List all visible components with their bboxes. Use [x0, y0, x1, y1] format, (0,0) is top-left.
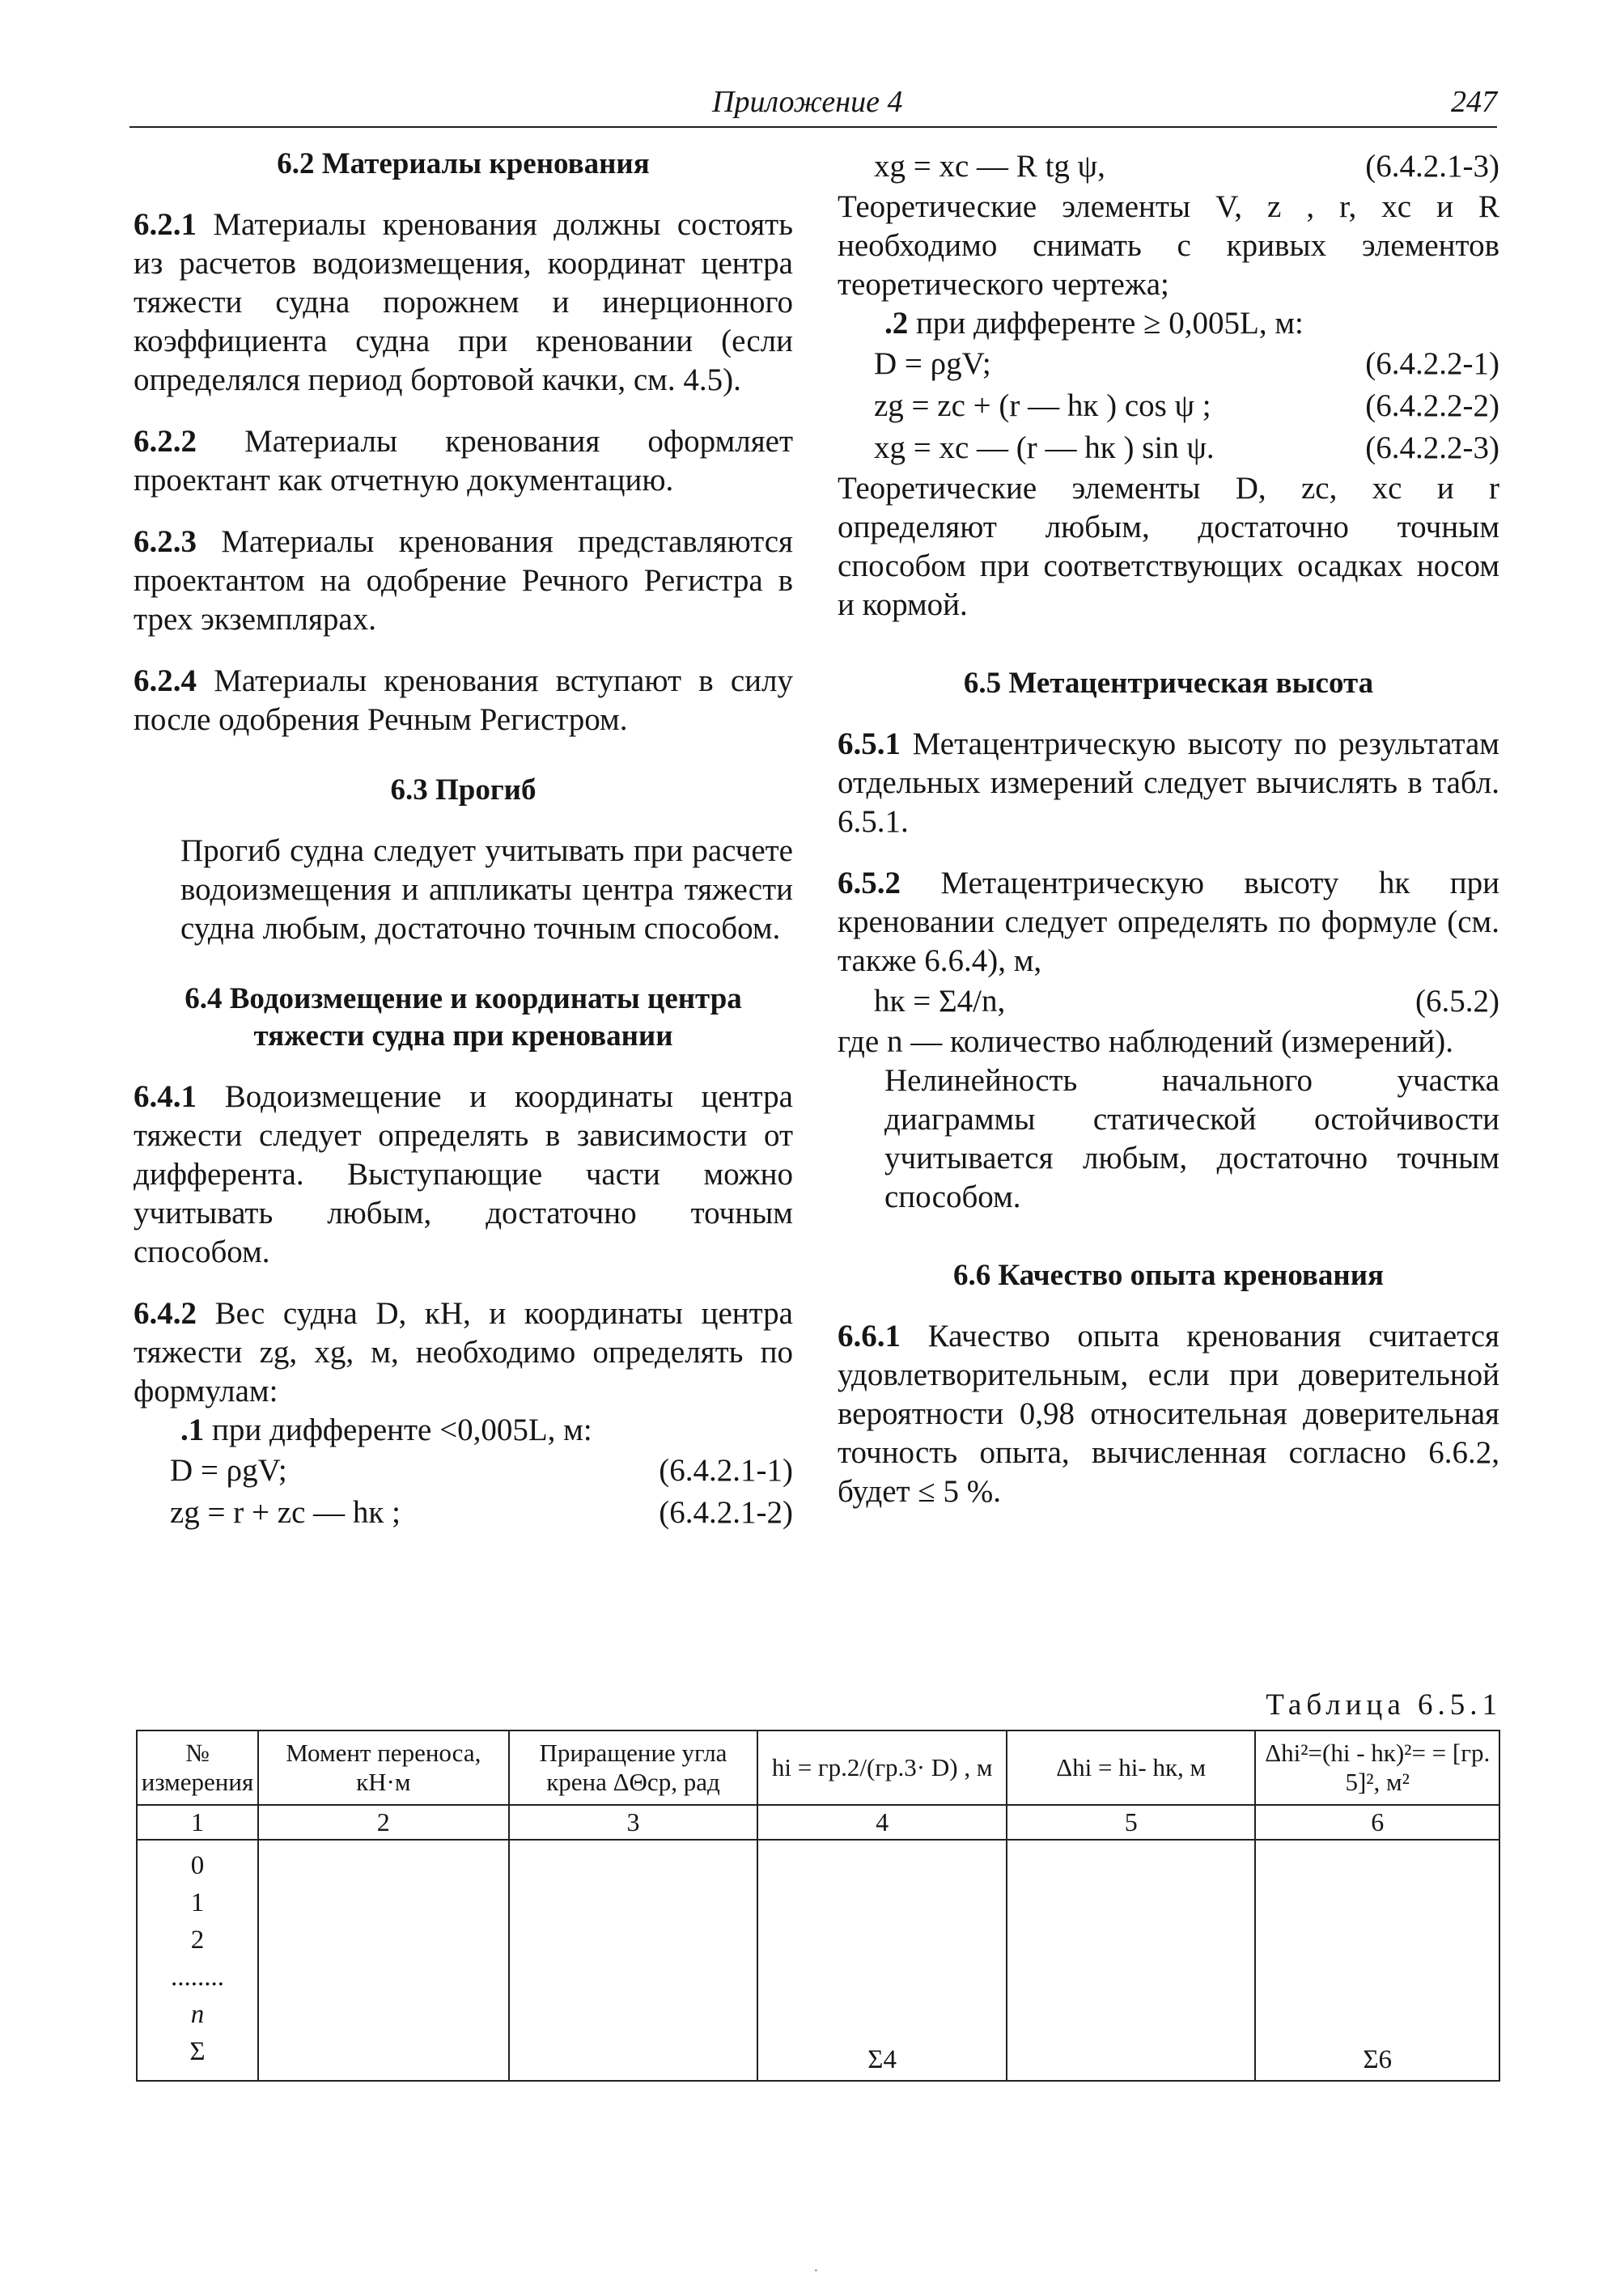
section-6-4-title: 6.4 Водоизмещение и координаты центра тяжести судна при креновании: [184, 982, 742, 1053]
para-6-2-4: 6.2.4 Материалы кренования вступают в силу после одобрения Речным Регистром.: [134, 663, 793, 737]
para-6-6-1: 6.6.1 Качество опыта кренования считается удовлетворительным, если при доверительной вероятности 0,98 относительная доверительная точность опыта, вычисленная согласно 6.6.2, будет ≤ 5 %.: [838, 1319, 1499, 1509]
para-6-4-1: 6.4.1 Водоизмещение и координаты центра тяжести следует определять в зависимости от дифферента. Выступающие части можно учитывать любым, достаточно точным способом.: [134, 1079, 793, 1269]
table-row: Σ: [189, 2037, 206, 2066]
column-number: 5: [1007, 1805, 1255, 1840]
measurement-list: [137, 1840, 258, 2081]
table-cell: [258, 1840, 509, 2081]
para-6-4-2: 6.4.2 Вес судна D, кН, и координаты центра тяжести zg, xg, м, необходимо определять по формулам:: [134, 1296, 793, 1409]
column-number: 1: [137, 1805, 258, 1840]
equation-6-4-2-1-1: D = ρgV; (6.4.2.1-1): [170, 1453, 793, 1488]
equation-6-4-2-2-3: xg = xc — (r — hк ) sin ψ. (6.4.2.2-3): [874, 430, 1499, 465]
header-measurement-number: № измерения: [137, 1730, 258, 1805]
para-6-2-1: 6.2.1 Материалы кренования должны состоять из расчетов водоизмещения, координат центра тяжести судна порожнем и инерционного коэффициента судна при креновании (если определялся период бортовой качки, см. 4.5).: [134, 207, 793, 397]
equation-6-4-2-2-2: zg = zc + (r — hк ) cos ψ ; (6.4.2.2-2): [874, 388, 1499, 423]
header-delta-hi-squared: Δhi²=(hi - hк)²= = [гр. 5]², м²: [1255, 1730, 1499, 1805]
running-title: Приложение 4: [712, 85, 903, 119]
column-number: 6: [1255, 1805, 1499, 1840]
table-row: n: [190, 2000, 205, 2029]
sum-col-4: Σ4: [757, 1840, 1007, 2081]
equation-6-4-2-1-3: xg = xc — R tg ψ, (6.4.2.1-3): [874, 149, 1499, 184]
section-6-5-title: 6.5 Метацентрическая высота: [963, 667, 1374, 700]
case-1: .1 при дифференте <0,005L, м:: [180, 1413, 592, 1447]
table-caption: Таблица 6.5.1: [1266, 1688, 1502, 1722]
table-row: ........: [170, 1963, 224, 1992]
column-number: 2: [258, 1805, 509, 1840]
header-hi: hi = гр.2/(гр.3· D) , м: [757, 1730, 1007, 1805]
section-6-2-title: 6.2 Материалы кренования: [277, 147, 650, 180]
table-6-5-1: [136, 1730, 1500, 2082]
column-number: 4: [757, 1805, 1007, 1840]
para-6-5-1: 6.5.1 Метацентрическую высоту по результатам отдельных измерений следует вычислять в табл. 6.5.1.: [838, 727, 1499, 839]
header-heel-increment: Приращение угла крена ΔΘср, рад: [509, 1730, 758, 1805]
para-theoretical-2: Теоретические элементы D, zc, xc и r определяют любым, достаточно точным способом при соответствующих осадках носом и кормой.: [838, 471, 1499, 622]
section-6-3-title: 6.3 Прогиб: [390, 773, 537, 807]
case-2: .2 при дифференте ≥ 0,005L, м:: [884, 306, 1304, 341]
table-row: 2: [190, 1925, 205, 1955]
table-cell: [1007, 1840, 1255, 2081]
para-6-5-2: 6.5.2 Метацентрическую высоту hк при креновании следует определять по формуле (см. также 6.6.4), м,: [838, 866, 1499, 978]
equation-6-5-2: hк = Σ4/n, (6.5.2): [874, 984, 1499, 1019]
left-column: [134, 146, 793, 1534]
para-theoretical-1: Теоретические элементы V, z , r, xc и R необходимо снимать с кривых элементов теоретического чертежа;: [838, 189, 1499, 302]
para-6-2-2: 6.2.2 Материалы кренования оформляет проектант как отчетную документацию.: [134, 424, 793, 498]
para-6-2-3: 6.2.3 Материалы кренования представляются проектантом на одобрение Речного Регистра в трех экземплярах.: [134, 524, 793, 637]
sum-col-6: Σ6: [1255, 1840, 1499, 2081]
scan-speck: ·: [813, 2262, 819, 2280]
header-moment: Момент переноса, кН·м: [258, 1730, 509, 1805]
table-row: 1: [190, 1888, 205, 1917]
equation-6-4-2-1-2: zg = r + zc — hк ; (6.4.2.1-2): [170, 1495, 793, 1530]
table-row: 0: [190, 1851, 205, 1880]
para-6-3: Прогиб судна следует учитывать при расчете водоизмещения и аппликаты центра тяжести судна любым, достаточно точным способом.: [180, 833, 793, 946]
column-number: 3: [509, 1805, 758, 1840]
header-delta-hi: Δhi = hi- hк, м: [1007, 1730, 1255, 1805]
para-where-n: где n — количество наблюдений (измерений).: [838, 1024, 1453, 1059]
table-cell: [509, 1840, 758, 2081]
para-nonlinearity: Нелинейность начального участка диаграммы статической остойчивости учитывается любым, достаточно точным способом.: [884, 1063, 1499, 1214]
equation-6-4-2-2-1: D = ρgV; (6.4.2.2-1): [874, 346, 1499, 381]
right-column: [838, 146, 1499, 1511]
section-6-6-title: 6.6 Качество опыта кренования: [952, 1259, 1385, 1292]
page-number: 247: [1451, 85, 1497, 119]
running-header: [129, 78, 1497, 128]
